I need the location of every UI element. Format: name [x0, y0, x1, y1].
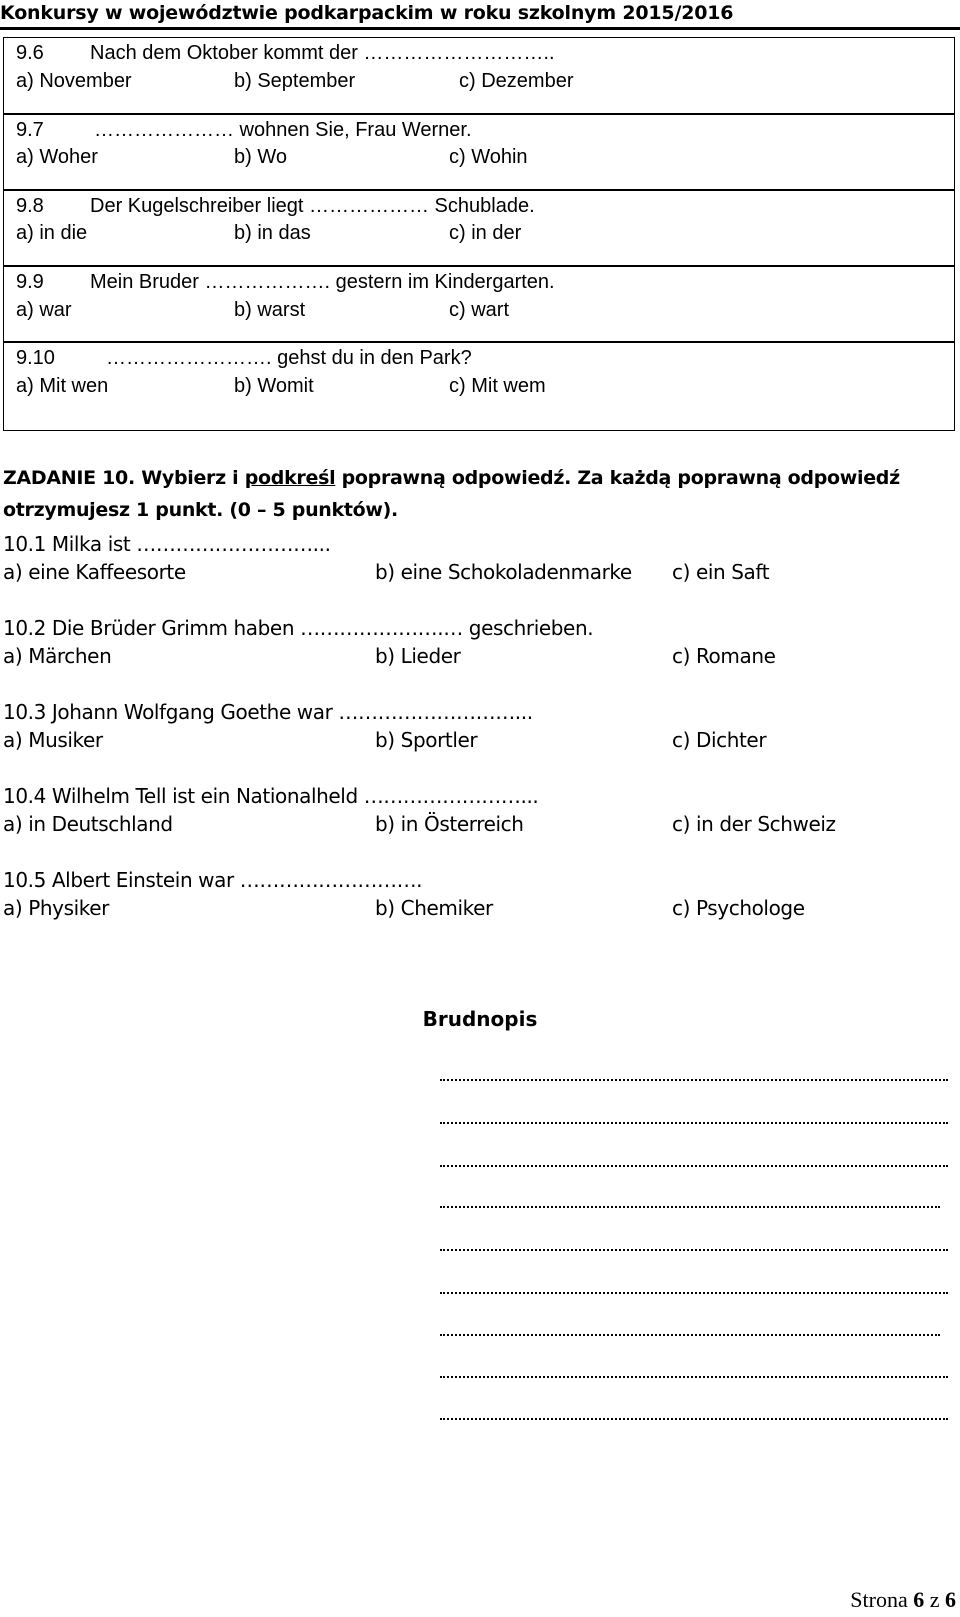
question-number: 9.10: [16, 347, 55, 369]
draft-line[interactable]: [440, 1376, 948, 1378]
option-a[interactable]: a) in die: [16, 222, 88, 244]
task-10-instructions: [3, 462, 958, 526]
page-header: [0, 0, 960, 26]
option-c[interactable]: c) Dichter: [672, 728, 767, 752]
question-number: 9.9: [16, 271, 44, 293]
option-a[interactable]: a) Woher: [16, 146, 98, 168]
draft-line[interactable]: [440, 1249, 948, 1251]
footer-prefix: Strona: [850, 1587, 914, 1612]
option-a[interactable]: a) Physiker: [3, 896, 109, 920]
question-stem: ……………………. gehst du in den Park?: [106, 347, 472, 369]
option-b[interactable]: b) Lieder: [375, 644, 461, 668]
task-text-underlined: podkreśl: [244, 467, 336, 489]
option-a[interactable]: a) war: [16, 299, 72, 321]
divider: [4, 341, 954, 343]
option-c[interactable]: c) in der Schweiz: [672, 812, 836, 836]
question-stem: 10.4 Wilhelm Tell ist ein Nationalheld ……………………...: [3, 784, 539, 808]
divider: [4, 189, 954, 191]
draft-line[interactable]: [440, 1122, 948, 1124]
option-b[interactable]: b) Chemiker: [375, 896, 493, 920]
option-b[interactable]: b) Sportler: [375, 728, 478, 752]
option-c[interactable]: c) wart: [449, 299, 509, 321]
task-text-end: poprawną odpowiedź. Za każdą poprawną odpowiedź otrzymujesz 1 punkt. (0 – 5 punktów).: [3, 467, 900, 521]
option-a[interactable]: a) Musiker: [3, 728, 103, 752]
footer-total: 6: [945, 1587, 956, 1612]
option-a[interactable]: a) Mit wen: [16, 375, 109, 397]
option-c[interactable]: c) Wohin: [449, 146, 528, 168]
question-stem: 10.3 Johann Wolfgang Goethe war ………………………...: [3, 700, 533, 724]
draft-line[interactable]: [440, 1334, 940, 1336]
option-b[interactable]: b) Womit: [234, 375, 314, 397]
divider: [4, 265, 954, 267]
option-a[interactable]: a) Märchen: [3, 644, 112, 668]
question-number: 9.7: [16, 119, 44, 141]
option-c[interactable]: c) Psychologe: [672, 896, 805, 920]
question-number: 9.6: [16, 42, 44, 64]
draft-line[interactable]: [440, 1079, 948, 1081]
question-stem: Der Kugelschreiber liegt ……………… Schublade.: [90, 195, 535, 217]
draft-line[interactable]: [440, 1165, 948, 1167]
option-c[interactable]: c) in der: [449, 222, 522, 244]
page-footer: [850, 1587, 956, 1613]
header-title: Konkursy w województwie podkarpackim w roku szkolnym 2015/2016: [0, 2, 734, 24]
option-a[interactable]: a) in Deutschland: [3, 812, 173, 836]
option-c[interactable]: c) Dezember: [459, 70, 574, 92]
question-number: 9.8: [16, 195, 44, 217]
option-b[interactable]: b) in Österreich: [375, 812, 524, 836]
header-rule: [0, 27, 960, 30]
option-c[interactable]: c) Mit wem: [449, 375, 546, 397]
footer-page: 6: [913, 1587, 925, 1612]
option-c[interactable]: c) ein Saft: [672, 560, 770, 584]
footer-mid: z: [924, 1587, 945, 1612]
option-a[interactable]: a) eine Kaffeesorte: [3, 560, 186, 584]
divider: [4, 113, 954, 115]
option-c[interactable]: c) Romane: [672, 644, 776, 668]
option-b[interactable]: b) September: [234, 70, 356, 92]
option-b[interactable]: b) Wo: [234, 146, 287, 168]
draft-heading: Brudnopis: [422, 1007, 538, 1031]
question-stem: Nach dem Oktober kommt der ………………………..: [90, 42, 555, 64]
draft-line[interactable]: [440, 1418, 948, 1420]
draft-line[interactable]: [440, 1292, 948, 1294]
task-text-start: ZADANIE 10. Wybierz i: [3, 467, 245, 489]
option-b[interactable]: b) warst: [234, 299, 306, 321]
option-b[interactable]: b) in das: [234, 222, 311, 244]
question-stem: 10.5 Albert Einstein war ……………………….: [3, 868, 423, 892]
question-stem: 10.2 Die Brüder Grimm haben ………………….… geschrieben.: [3, 616, 594, 640]
draft-line[interactable]: [440, 1206, 940, 1208]
question-stem: 10.1 Milka ist ………………………...: [3, 532, 331, 556]
task-9-box: [3, 37, 955, 431]
option-a[interactable]: a) November: [16, 70, 132, 92]
question-stem: ………………… wohnen Sie, Frau Werner.: [94, 119, 472, 141]
question-stem: Mein Bruder ………………. gestern im Kindergarten.: [90, 271, 555, 293]
option-b[interactable]: b) eine Schokoladenmarke: [375, 560, 632, 584]
